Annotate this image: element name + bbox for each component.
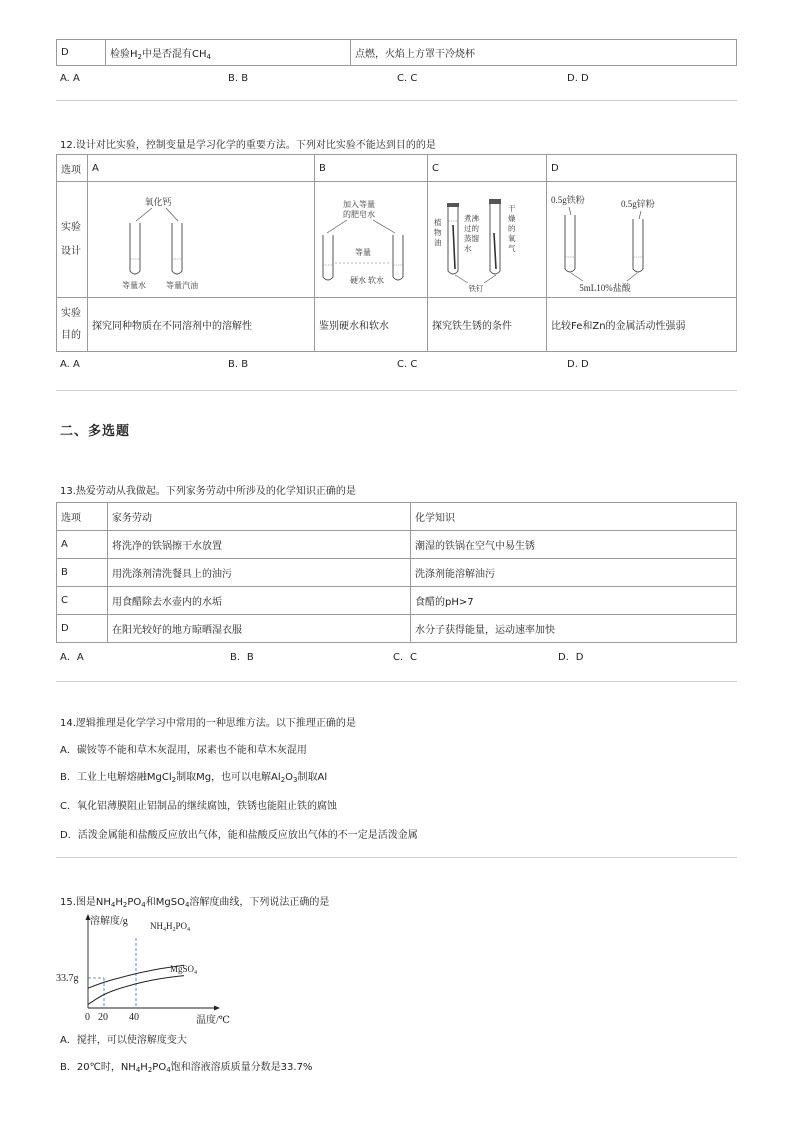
x-tick-20: 20 <box>98 1012 108 1023</box>
q15-option-b[interactable]: B．20℃时，$NH_4H_2PO_4$饱和溶液溶质质量分数是33.7% <box>60 1062 313 1074</box>
option-a[interactable]: A. A <box>60 73 80 84</box>
curve1-label: $NH_4H_2PO_4$ <box>150 921 191 933</box>
q12-fig-d <box>547 185 677 295</box>
q12-fig-c-cell <box>428 182 547 298</box>
fig-a-right-label: 等量汽油 <box>166 280 198 290</box>
q13-cell: 洗涤剂能溶解油污 <box>411 559 737 587</box>
table-row <box>57 531 737 559</box>
q15-option-a[interactable]: A．搅拌，可以使溶解度变大 <box>60 1035 187 1046</box>
q12-header-c: C <box>428 155 547 182</box>
q13-cell: 水分子获得能量，运动速率加快 <box>411 615 737 643</box>
q12-purpose-label: 实验 目的 <box>57 298 88 352</box>
x-axis-label: 温度/℃ <box>196 1015 230 1025</box>
fig-b-top-label-2: 的肥皂水 <box>343 209 375 219</box>
fig-a-left-label: 等量水 <box>122 280 146 290</box>
fig-c-left-label-2: 物 <box>434 227 442 237</box>
option-c[interactable]: C. C <box>397 73 418 84</box>
q13-cell: 在阳光较好的地方晾晒湿衣服 <box>108 615 411 643</box>
fig-c-right-label-2: 燥 <box>508 213 516 223</box>
option-c[interactable]: C. C <box>397 359 418 370</box>
divider <box>56 857 737 858</box>
q13-cell: 潮湿的铁锅在空气中易生锈 <box>411 531 737 559</box>
q13-cell: 用食醋除去水壶内的水垢 <box>108 587 411 615</box>
q12-header-option: 选项 <box>57 155 88 182</box>
q13-cell: 将洗净的铁锅擦干水放置 <box>108 531 411 559</box>
option-d[interactable]: D. D <box>567 359 589 370</box>
fig-d-bottom: 5mL10%盐酸 <box>579 282 631 293</box>
q13-cell: 用洗涤剂清洗餐具上的油污 <box>108 559 411 587</box>
section-title: 二、多选题 <box>60 424 131 439</box>
q12-fig-b-cell <box>315 182 428 298</box>
fig-c-right-label-3: 的 <box>508 223 516 233</box>
q13-options <box>60 648 740 662</box>
q14-stem: 14.逻辑推理是化学学习中常用的一种思维方法。以下推理正确的是 <box>60 718 356 729</box>
q12-purpose-b: 鉴别硬水和软水 <box>315 298 428 352</box>
q13-stem: 13.热爱劳动从我做起。下列家务劳动中所涉及的化学知识正确的是 <box>60 486 356 497</box>
fig-c-bottom-label: 铁钉 <box>468 283 484 293</box>
q12-header-a: A <box>88 155 315 182</box>
option-c[interactable]: C．C <box>393 652 417 663</box>
option-a[interactable]: A. A <box>60 359 80 370</box>
fig-a-top-label: 氧化钙 <box>144 196 172 207</box>
q14-option-c[interactable]: C．氧化铝薄膜阻止铝制品的继续腐蚀，铁锈也能阻止铁的腐蚀 <box>60 801 337 812</box>
fig-d-right-top: 0.5g锌粉 <box>621 198 655 209</box>
fig-c-mid-label-3: 蒸馏 <box>464 233 479 243</box>
q12-design-label: 实验 设计 <box>57 182 88 298</box>
divider <box>56 681 737 682</box>
x-tick-40: 40 <box>129 1012 139 1023</box>
q14-option-b[interactable]: B．工业上电解熔融MgCl$_2$制取Mg，也可以电解$Al_2O_3$制取Al <box>60 772 328 784</box>
x-axis-arrow <box>214 1006 220 1011</box>
option-d[interactable]: D. D <box>567 73 589 84</box>
q15-stem: 15.图是$NH_4H_2PO_4$和MgSO$_4$溶解度曲线，下列说法正确的是 <box>60 897 330 909</box>
q12-purpose-d: 比较Fe和Zn的金属活动性强弱 <box>547 298 737 352</box>
fig-c-mid-label-4: 水 <box>464 243 472 253</box>
option-d[interactable]: D．D <box>558 652 584 663</box>
x-tick-0: 0 <box>85 1012 90 1023</box>
q13-cell: B <box>57 559 108 587</box>
option-a[interactable]: A．A <box>60 652 84 663</box>
fig-c-right-label-5: 气 <box>508 243 516 253</box>
q12-fig-b <box>315 185 425 295</box>
q12-fig-d-cell <box>547 182 737 298</box>
q11-row-d-method: 点燃，火焰上方罩干冷烧杯 <box>351 40 737 66</box>
q13-cell: 食醋的pH>7 <box>411 587 737 615</box>
q13-cell: A <box>57 531 108 559</box>
q13-header-chore: 家务劳动 <box>108 503 411 531</box>
table-row <box>57 559 737 587</box>
q12-fig-a <box>114 185 214 295</box>
q12-table <box>56 154 737 352</box>
divider <box>56 390 737 391</box>
q13-header-knowledge: 化学知识 <box>411 503 737 531</box>
q12-fig-a-cell <box>88 182 315 298</box>
q13-table <box>56 502 737 643</box>
q14-option-d[interactable]: D．活泼金属能和盐酸反应放出气体，能和盐酸反应放出气体的不一定是活泼金属 <box>60 830 418 841</box>
q15-solubility-chart <box>54 910 234 1025</box>
q11-row-d-experiment: 检验$H_2$中是否混有$CH_4$ <box>106 40 351 66</box>
fig-b-top-label-1: 加入等量 <box>343 199 375 209</box>
y-axis-label: 溶解度/g <box>90 916 128 927</box>
option-b[interactable]: B．B <box>230 652 254 663</box>
q12-stem: 12.设计对比实验，控制变量是学习化学的重要方法。下列对比实验不能达到目的的是 <box>60 140 436 151</box>
q13-cell: C <box>57 587 108 615</box>
q11-options <box>60 73 740 87</box>
option-b[interactable]: B. B <box>228 73 249 84</box>
q12-purpose-c: 探究铁生锈的条件 <box>428 298 547 352</box>
fig-b-bottom-label: 硬水 软水 <box>350 275 384 285</box>
q12-header-d: D <box>547 155 737 182</box>
fig-c-mid-label-1: 煮沸 <box>464 213 479 223</box>
table-row <box>57 615 737 643</box>
q12-header-b: B <box>315 155 428 182</box>
q11-row-d-option: D <box>57 40 106 66</box>
q12-options <box>60 359 740 373</box>
fig-d-left-top: 0.5g铁粉 <box>551 194 585 205</box>
q11-table-tail <box>56 39 737 66</box>
table-row <box>57 587 737 615</box>
fig-c-mid-label-2: 过的 <box>464 223 479 233</box>
q14-option-a[interactable]: A．碳铵等不能和草木灰混用，尿素也不能和草木灰混用 <box>60 745 307 756</box>
fig-c-right-label-4: 氧 <box>508 233 516 243</box>
fig-b-mid-label: 等量 <box>355 247 371 257</box>
fig-c-left-label-1: 植 <box>434 217 442 227</box>
option-b[interactable]: B. B <box>228 359 249 370</box>
q13-header-option: 选项 <box>57 503 108 531</box>
q13-cell: D <box>57 615 108 643</box>
fig-c-left-label-3: 油 <box>434 237 442 247</box>
curve2-label: MgSO$_4$ <box>170 964 198 976</box>
q12-fig-c <box>428 185 546 295</box>
y-value-label: 33.7g <box>56 973 79 984</box>
fig-c-right-label-1: 干 <box>508 203 516 213</box>
divider <box>56 100 737 101</box>
q12-purpose-a: 探究同种物质在不同溶剂中的溶解性 <box>88 298 315 352</box>
